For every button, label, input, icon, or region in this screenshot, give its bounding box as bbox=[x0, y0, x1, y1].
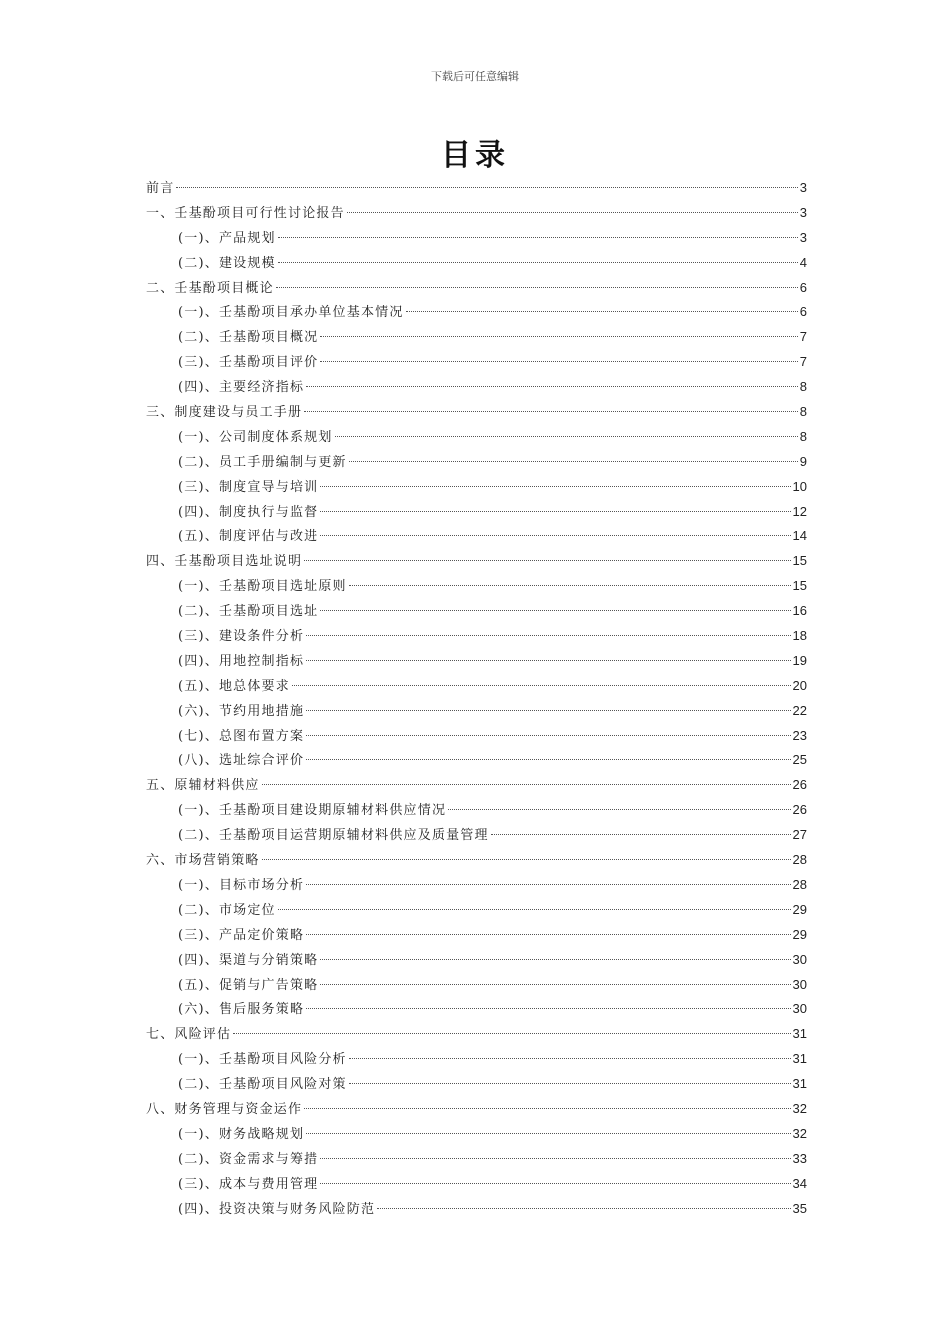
toc-dot-leader bbox=[306, 1008, 790, 1009]
toc-entry-page-number: 20 bbox=[792, 677, 807, 693]
toc-entry[interactable] bbox=[146, 400, 807, 425]
toc-entry-label: (三)、产品定价策略 bbox=[178, 927, 305, 943]
toc-entry-label: (六)、节约用地措施 bbox=[178, 703, 305, 719]
toc-entry-page-number: 26 bbox=[792, 777, 807, 793]
toc-entry[interactable] bbox=[146, 549, 807, 574]
toc-entry[interactable] bbox=[146, 649, 807, 674]
toc-dot-leader bbox=[320, 1183, 790, 1184]
toc-entry-page-number: 19 bbox=[792, 652, 807, 668]
toc-entry-label: 七、风险评估 bbox=[146, 1027, 232, 1043]
toc-entry-page-number: 32 bbox=[792, 1100, 807, 1116]
toc-entry-page-number: 30 bbox=[792, 951, 807, 967]
toc-entry-page-number: 28 bbox=[792, 852, 807, 868]
toc-entry[interactable] bbox=[146, 500, 807, 525]
toc-entry[interactable] bbox=[146, 574, 807, 599]
toc-entry[interactable] bbox=[146, 823, 807, 848]
toc-entry-page-number: 7 bbox=[799, 329, 807, 345]
toc-entry-label: (七)、总图布置方案 bbox=[178, 728, 305, 744]
toc-entry[interactable] bbox=[146, 997, 807, 1022]
toc-entry-label: (一)、产品规划 bbox=[178, 230, 276, 246]
toc-entry-label: 前言 bbox=[146, 181, 175, 196]
toc-dot-leader bbox=[233, 1033, 790, 1034]
toc-entry-label: 三、制度建设与员工手册 bbox=[146, 405, 303, 421]
toc-dot-leader bbox=[278, 262, 798, 263]
table-of-contents bbox=[146, 176, 807, 1221]
toc-entry[interactable] bbox=[146, 475, 807, 500]
toc-entry[interactable] bbox=[146, 176, 807, 201]
toc-dot-leader bbox=[306, 660, 790, 661]
toc-entry-label: (五)、制度评估与改进 bbox=[178, 529, 319, 545]
toc-entry-page-number: 22 bbox=[792, 702, 807, 718]
toc-dot-leader bbox=[320, 984, 790, 985]
toc-entry-label: 二、壬基酚项目概论 bbox=[146, 280, 274, 296]
toc-entry-label: (一)、公司制度体系规划 bbox=[178, 429, 333, 445]
toc-entry-label: 八、财务管理与资金运作 bbox=[146, 1101, 303, 1117]
toc-entry-label: (三)、建设条件分析 bbox=[178, 629, 305, 645]
toc-entry-page-number: 15 bbox=[792, 578, 807, 594]
toc-entry-label: (一)、目标市场分析 bbox=[178, 877, 305, 893]
toc-dot-leader bbox=[304, 560, 790, 561]
toc-entry[interactable] bbox=[146, 1072, 807, 1097]
toc-entry-label: (二)、员工手册编制与更新 bbox=[178, 454, 347, 470]
toc-entry-page-number: 31 bbox=[792, 1026, 807, 1042]
toc-dot-leader bbox=[306, 759, 790, 760]
toc-entry-label: 四、壬基酚项目选址说明 bbox=[146, 554, 303, 570]
toc-entry[interactable] bbox=[146, 1022, 807, 1047]
toc-dot-leader bbox=[448, 809, 790, 810]
toc-entry-label: (八)、选址综合评价 bbox=[178, 753, 305, 769]
toc-dot-leader bbox=[320, 959, 790, 960]
toc-dot-leader bbox=[347, 212, 798, 213]
toc-entry-label: (二)、建设规模 bbox=[178, 255, 276, 271]
toc-entry-page-number: 31 bbox=[792, 1076, 807, 1092]
toc-entry-label: (二)、壬基酚项目风险对策 bbox=[178, 1077, 347, 1093]
toc-entry-label: (三)、成本与费用管理 bbox=[178, 1176, 319, 1192]
toc-entry[interactable] bbox=[146, 798, 807, 823]
toc-entry-page-number: 30 bbox=[792, 1001, 807, 1017]
toc-entry-page-number: 26 bbox=[792, 802, 807, 818]
toc-entry-label: (四)、主要经济指标 bbox=[178, 380, 305, 396]
toc-entry-label: (三)、壬基酚项目评价 bbox=[178, 355, 319, 371]
toc-entry[interactable] bbox=[146, 201, 807, 226]
toc-entry-page-number: 8 bbox=[799, 404, 807, 420]
toc-entry-label: (二)、市场定位 bbox=[178, 902, 276, 918]
toc-entry[interactable] bbox=[146, 226, 807, 251]
toc-entry-label: (一)、壬基酚项目选址原则 bbox=[178, 579, 347, 595]
toc-entry[interactable] bbox=[146, 276, 807, 301]
toc-entry[interactable] bbox=[146, 251, 807, 276]
toc-entry-label: (二)、壬基酚项目概况 bbox=[178, 330, 319, 346]
toc-entry-page-number: 33 bbox=[792, 1150, 807, 1166]
toc-entry[interactable] bbox=[146, 973, 807, 998]
toc-dot-leader bbox=[349, 1083, 791, 1084]
toc-entry-label: (一)、壬基酚项目风险分析 bbox=[178, 1052, 347, 1068]
toc-dot-leader bbox=[306, 735, 790, 736]
toc-dot-leader bbox=[320, 1158, 790, 1159]
toc-entry-label: (四)、制度执行与监督 bbox=[178, 504, 319, 520]
toc-entry[interactable] bbox=[146, 923, 807, 948]
toc-entry-page-number: 3 bbox=[799, 204, 807, 220]
toc-entry-page-number: 29 bbox=[792, 901, 807, 917]
toc-entry-page-number: 31 bbox=[792, 1051, 807, 1067]
toc-dot-leader bbox=[320, 511, 790, 512]
toc-entry-page-number: 9 bbox=[799, 453, 807, 469]
toc-dot-leader bbox=[306, 934, 790, 935]
toc-dot-leader bbox=[335, 436, 798, 437]
toc-dot-leader bbox=[349, 461, 798, 462]
toc-dot-leader bbox=[306, 884, 790, 885]
toc-entry[interactable] bbox=[146, 425, 807, 450]
toc-entry-label: (五)、地总体要求 bbox=[178, 678, 290, 694]
toc-dot-leader bbox=[377, 1208, 790, 1209]
toc-entry[interactable] bbox=[146, 1172, 807, 1197]
toc-entry-label: 六、市场营销策略 bbox=[146, 853, 260, 869]
toc-entry-page-number: 4 bbox=[799, 254, 807, 270]
toc-dot-leader bbox=[306, 386, 798, 387]
toc-entry-page-number: 14 bbox=[792, 528, 807, 544]
toc-entry[interactable] bbox=[146, 748, 807, 773]
toc-entry-page-number: 32 bbox=[792, 1125, 807, 1141]
toc-entry[interactable] bbox=[146, 1197, 807, 1222]
toc-dot-leader bbox=[306, 1133, 790, 1134]
toc-entry[interactable] bbox=[146, 848, 807, 873]
toc-dot-leader bbox=[262, 784, 791, 785]
toc-entry[interactable] bbox=[146, 325, 807, 350]
toc-entry[interactable] bbox=[146, 300, 807, 325]
page-header: 下载后可任意编辑 bbox=[431, 70, 519, 83]
toc-entry-page-number: 30 bbox=[792, 976, 807, 992]
toc-dot-leader bbox=[320, 486, 790, 487]
toc-entry-label: (六)、售后服务策略 bbox=[178, 1002, 305, 1018]
toc-entry-page-number: 29 bbox=[792, 926, 807, 942]
toc-entry-page-number: 7 bbox=[799, 354, 807, 370]
toc-entry[interactable] bbox=[146, 599, 807, 624]
toc-entry-label: (二)、资金需求与筹措 bbox=[178, 1151, 319, 1167]
toc-entry-label: (一)、财务战略规划 bbox=[178, 1126, 305, 1142]
toc-dot-leader bbox=[304, 1108, 790, 1109]
toc-entry[interactable] bbox=[146, 624, 807, 649]
toc-entry[interactable] bbox=[146, 724, 807, 749]
toc-entry-page-number: 16 bbox=[792, 603, 807, 619]
toc-dot-leader bbox=[304, 411, 798, 412]
toc-entry[interactable] bbox=[146, 1122, 807, 1147]
toc-entry-label: (四)、渠道与分销策略 bbox=[178, 952, 319, 968]
toc-entry-page-number: 35 bbox=[792, 1200, 807, 1216]
toc-entry-page-number: 6 bbox=[799, 279, 807, 295]
toc-entry-page-number: 8 bbox=[799, 428, 807, 444]
toc-entry[interactable] bbox=[146, 674, 807, 699]
toc-entry[interactable] bbox=[146, 699, 807, 724]
toc-entry-label: (四)、用地控制指标 bbox=[178, 653, 305, 669]
toc-dot-leader bbox=[306, 635, 790, 636]
toc-dot-leader bbox=[262, 859, 791, 860]
toc-entry[interactable] bbox=[146, 773, 807, 798]
toc-entry-label: 五、原辅材料供应 bbox=[146, 778, 260, 794]
toc-entry-label: 一、壬基酚项目可行性讨论报告 bbox=[146, 205, 345, 221]
toc-entry-label: (五)、促销与广告策略 bbox=[178, 977, 319, 993]
toc-dot-leader bbox=[320, 610, 790, 611]
toc-dot-leader bbox=[276, 287, 798, 288]
toc-entry-label: (四)、投资决策与财务风险防范 bbox=[178, 1201, 376, 1217]
toc-dot-leader bbox=[320, 361, 797, 362]
toc-entry-label: (二)、壬基酚项目选址 bbox=[178, 604, 319, 620]
toc-dot-leader bbox=[349, 585, 791, 586]
toc-entry[interactable] bbox=[146, 1097, 807, 1122]
toc-dot-leader bbox=[491, 834, 791, 835]
toc-entry[interactable] bbox=[146, 1147, 807, 1172]
toc-entry-page-number: 28 bbox=[792, 876, 807, 892]
toc-dot-leader bbox=[176, 187, 797, 188]
toc-entry[interactable] bbox=[146, 450, 807, 475]
toc-entry[interactable] bbox=[146, 524, 807, 549]
toc-dot-leader bbox=[278, 909, 791, 910]
toc-entry-page-number: 27 bbox=[792, 827, 807, 843]
toc-entry-page-number: 34 bbox=[792, 1175, 807, 1191]
toc-dot-leader bbox=[406, 311, 798, 312]
toc-entry-page-number: 23 bbox=[792, 727, 807, 743]
toc-dot-leader bbox=[292, 685, 791, 686]
toc-entry-page-number: 6 bbox=[799, 304, 807, 320]
toc-entry-page-number: 12 bbox=[792, 503, 807, 519]
toc-entry-page-number: 18 bbox=[792, 628, 807, 644]
toc-entry-label: (二)、壬基酚项目运营期原辅材料供应及质量管理 bbox=[178, 828, 489, 844]
toc-title: 目录 bbox=[441, 138, 509, 173]
toc-entry-page-number: 10 bbox=[792, 478, 807, 494]
toc-entry-label: (一)、壬基酚项目承办单位基本情况 bbox=[178, 305, 404, 321]
toc-entry[interactable] bbox=[146, 948, 807, 973]
toc-entry[interactable] bbox=[146, 873, 807, 898]
toc-entry[interactable] bbox=[146, 375, 807, 400]
toc-entry-page-number: 8 bbox=[799, 379, 807, 395]
toc-dot-leader bbox=[349, 1058, 791, 1059]
toc-entry-page-number: 3 bbox=[799, 229, 807, 245]
toc-entry-label: (一)、壬基酚项目建设期原辅材料供应情况 bbox=[178, 803, 447, 819]
toc-entry-label: (三)、制度宣导与培训 bbox=[178, 479, 319, 495]
toc-dot-leader bbox=[306, 710, 790, 711]
toc-entry-page-number: 15 bbox=[792, 553, 807, 569]
toc-dot-leader bbox=[278, 237, 798, 238]
toc-entry-page-number: 3 bbox=[799, 180, 807, 195]
toc-entry-page-number: 25 bbox=[792, 752, 807, 768]
toc-entry[interactable] bbox=[146, 350, 807, 375]
toc-entry[interactable] bbox=[146, 898, 807, 923]
toc-entry[interactable] bbox=[146, 1047, 807, 1072]
toc-dot-leader bbox=[320, 336, 797, 337]
toc-dot-leader bbox=[320, 535, 790, 536]
